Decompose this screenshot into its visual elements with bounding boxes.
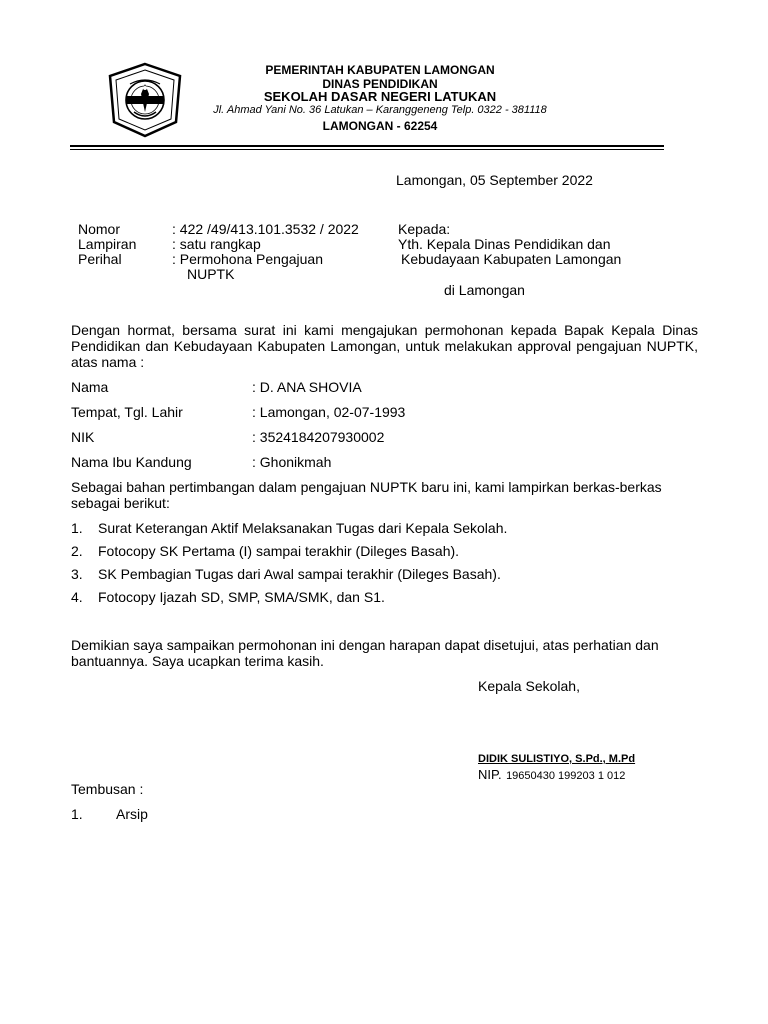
- field-label: Tempat, Tgl. Lahir: [71, 404, 183, 420]
- field-label: Nama: [71, 379, 109, 395]
- lampiran-value: : satu rangkap: [172, 236, 261, 252]
- field-label: NIK: [71, 429, 95, 445]
- nip-label: NIP.: [478, 767, 502, 782]
- letterhead-city: LAMONGAN - 62254: [322, 119, 438, 133]
- nip-value: 19650430 199203 1 012: [506, 770, 626, 782]
- letterhead-government: PEMERINTAH KABUPATEN LAMONGAN: [265, 63, 495, 77]
- perihal-value-cont: NUPTK: [187, 266, 235, 282]
- cc-item: Arsip: [116, 806, 148, 822]
- recipient-to: Kepada:: [398, 221, 451, 237]
- letter-date: Lamongan, 05 September 2022: [396, 172, 593, 188]
- list-item-number: 4.: [71, 589, 83, 605]
- lampiran-label: Lampiran: [78, 236, 137, 252]
- letterhead-divider-thin: [70, 149, 664, 150]
- cc-label: Tembusan :: [71, 781, 144, 797]
- list-item: Fotocopy SK Pertama (I) sampai terakhir (Dileges Basah).: [98, 543, 460, 559]
- signature-nip: [478, 766, 625, 784]
- letterhead-divider-thick: [70, 145, 664, 147]
- letterhead-department: DINAS PENDIDIKAN: [322, 77, 438, 91]
- signature-name: DIDIK SULISTIYO, S.Pd., M.Pd: [478, 753, 636, 765]
- list-item: Fotocopy Ijazah SD, SMP, SMA/SMK, dan S1.: [98, 589, 385, 605]
- letterhead-school: SEKOLAH DASAR NEGERI LATUKAN: [263, 89, 497, 104]
- list-item: SK Pembagian Tugas dari Awal sampai terakhir (Dileges Basah).: [98, 566, 501, 582]
- recipient-line2: Kebudayaan Kabupaten Lamongan: [401, 251, 622, 267]
- school-emblem-logo: [106, 62, 184, 138]
- list-item-number: 3.: [71, 566, 83, 582]
- field-label: Nama Ibu Kandung: [71, 454, 192, 470]
- field-value: : D. ANA SHOVIA: [252, 379, 362, 395]
- letterhead-address: Jl. Ahmad Yani No. 36 Latukan – Karanggeneng Telp. 0322 - 381118: [213, 104, 547, 116]
- nomor-value: : 422 /49/413.101.3532 / 2022: [172, 221, 359, 237]
- recipient-line3: di Lamongan: [444, 282, 525, 298]
- list-item: Surat Keterangan Aktif Melaksanakan Tugas dari Kepala Sekolah.: [98, 520, 508, 536]
- field-value: : Ghonikmah: [252, 454, 332, 470]
- field-value: : Lamongan, 02-07-1993: [252, 404, 406, 420]
- list-item-number: 1.: [71, 520, 83, 536]
- field-value: : 3524184207930002: [252, 429, 385, 445]
- signature-title: Kepala Sekolah,: [478, 678, 580, 694]
- recipient-line1: Yth. Kepala Dinas Pendidikan dan: [398, 236, 611, 252]
- closing-paragraph: Demikian saya sampaikan permohonan ini dengan harapan dapat disetujui, atas perhatian dan bantuannya. Saya ucapkan terima kasih.: [71, 637, 659, 669]
- list-item-number: 2.: [71, 543, 83, 559]
- intro-paragraph: Dengan hormat, bersama surat ini kami mengajukan permohonan kepada Bapak Kepala Dinas Pendidikan dan Kebudayaan Kabupaten Lamongan, untuk melakukan approval pengajuan NUPTK, atas nama :: [71, 322, 698, 370]
- nomor-label: Nomor: [78, 221, 121, 237]
- attachments-intro: Sebagai bahan pertimbangan dalam pengajuan NUPTK baru ini, kami lampirkan berkas-berkas sebagai berikut:: [71, 479, 662, 511]
- perihal-value: : Permohona Pengajuan: [172, 251, 323, 267]
- cc-item-number: 1.: [71, 806, 83, 822]
- perihal-label: Perihal: [78, 251, 122, 267]
